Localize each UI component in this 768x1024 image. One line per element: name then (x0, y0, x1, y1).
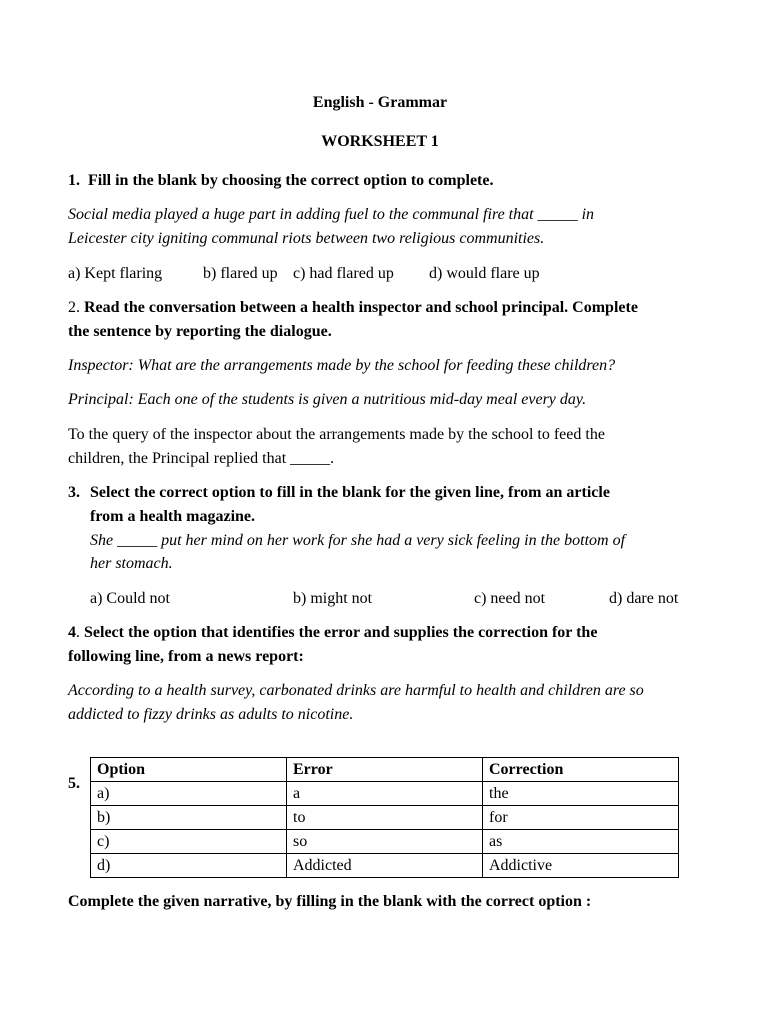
cell-option: a) (91, 782, 287, 806)
q3-option-d: d) dare not (609, 590, 679, 607)
cell-correction: as (483, 830, 679, 854)
q1-option-a: a) Kept flaring (68, 265, 163, 282)
header-error: Error (287, 758, 483, 782)
q2-report-line1: To the query of the inspector about the arrangements made by the school to feed the (68, 426, 605, 443)
worksheet-title: WORKSHEET 1 (321, 133, 439, 150)
cell-correction: the (483, 782, 679, 806)
q4-passage-line2: addicted to fizzy drinks as adults to nicotine. (68, 706, 354, 723)
q2-prompt-line2: the sentence by reporting the dialogue. (68, 323, 332, 340)
q1-prompt-text: Fill in the blank by choosing the correct option to complete. (88, 172, 494, 189)
header-option: Option (91, 758, 287, 782)
header-correction: Correction (483, 758, 679, 782)
cell-option: c) (91, 830, 287, 854)
q4-passage-line1: According to a health survey, carbonated drinks are harmful to health and children are so (68, 682, 644, 699)
q4-prompt-line2: following line, from a news report: (68, 648, 304, 665)
q1-passage-line1: Social media played a huge part in adding fuel to the communal fire that _____ in (68, 206, 595, 223)
q3-prompt-line1: Select the correct option to fill in the blank for the given line, from an article (90, 484, 610, 501)
q1-number: 1. (68, 172, 80, 189)
q1-option-b: b) flared up (203, 265, 278, 282)
q5-options-table (90, 757, 679, 878)
q1-prompt (68, 172, 493, 190)
cell-correction: Addictive (483, 854, 679, 878)
q2-principal-line: Principal: Each one of the students is given a nutritious mid-day meal every day. (68, 391, 587, 408)
q2-number: 2. (68, 299, 80, 316)
q3-option-c: c) need not (474, 590, 546, 607)
table-row (91, 806, 679, 830)
q4-dot: . (76, 624, 80, 641)
cell-error: to (287, 806, 483, 830)
q4-prompt-line1 (68, 624, 597, 642)
q1-option-d: d) would flare up (429, 265, 540, 282)
q3-prompt-line2: from a health magazine. (90, 508, 256, 525)
cell-correction: for (483, 806, 679, 830)
table-header-row (91, 758, 679, 782)
q3-option-b: b) might not (293, 590, 373, 607)
q1-passage-line2: Leicester city igniting communal riots between two religious communities. (68, 230, 545, 247)
q3-number: 3. (68, 484, 80, 501)
q2-prompt-text: Read the conversation between a health inspector and school principal. Complete (84, 299, 638, 316)
q3-option-a: a) Could not (90, 590, 170, 607)
q2-report-line2: children, the Principal replied that _____. (68, 450, 335, 467)
table-row (91, 782, 679, 806)
q3-passage-line2: her stomach. (90, 555, 173, 572)
cell-error: a (287, 782, 483, 806)
q4-number: 4 (68, 624, 76, 641)
cell-error: Addicted (287, 854, 483, 878)
table-row (91, 854, 679, 878)
q2-prompt-line1 (68, 299, 638, 317)
q3-passage-line1: She _____ put her mind on her work for she had a very sick feeling in the bottom of (90, 532, 626, 549)
cell-option: d) (91, 854, 287, 878)
q4-prompt-text: Select the option that identifies the error and supplies the correction for the (84, 624, 598, 641)
q5-number: 5. (68, 775, 80, 792)
table-row (91, 830, 679, 854)
narrative-instruction: Complete the given narrative, by filling in the blank with the correct option : (68, 893, 592, 910)
cell-error: so (287, 830, 483, 854)
subject-heading: English - Grammar (312, 94, 448, 111)
q2-inspector-line: Inspector: What are the arrangements made by the school for feeding these children? (68, 357, 616, 374)
cell-option: b) (91, 806, 287, 830)
q1-option-c: c) had flared up (293, 265, 394, 282)
